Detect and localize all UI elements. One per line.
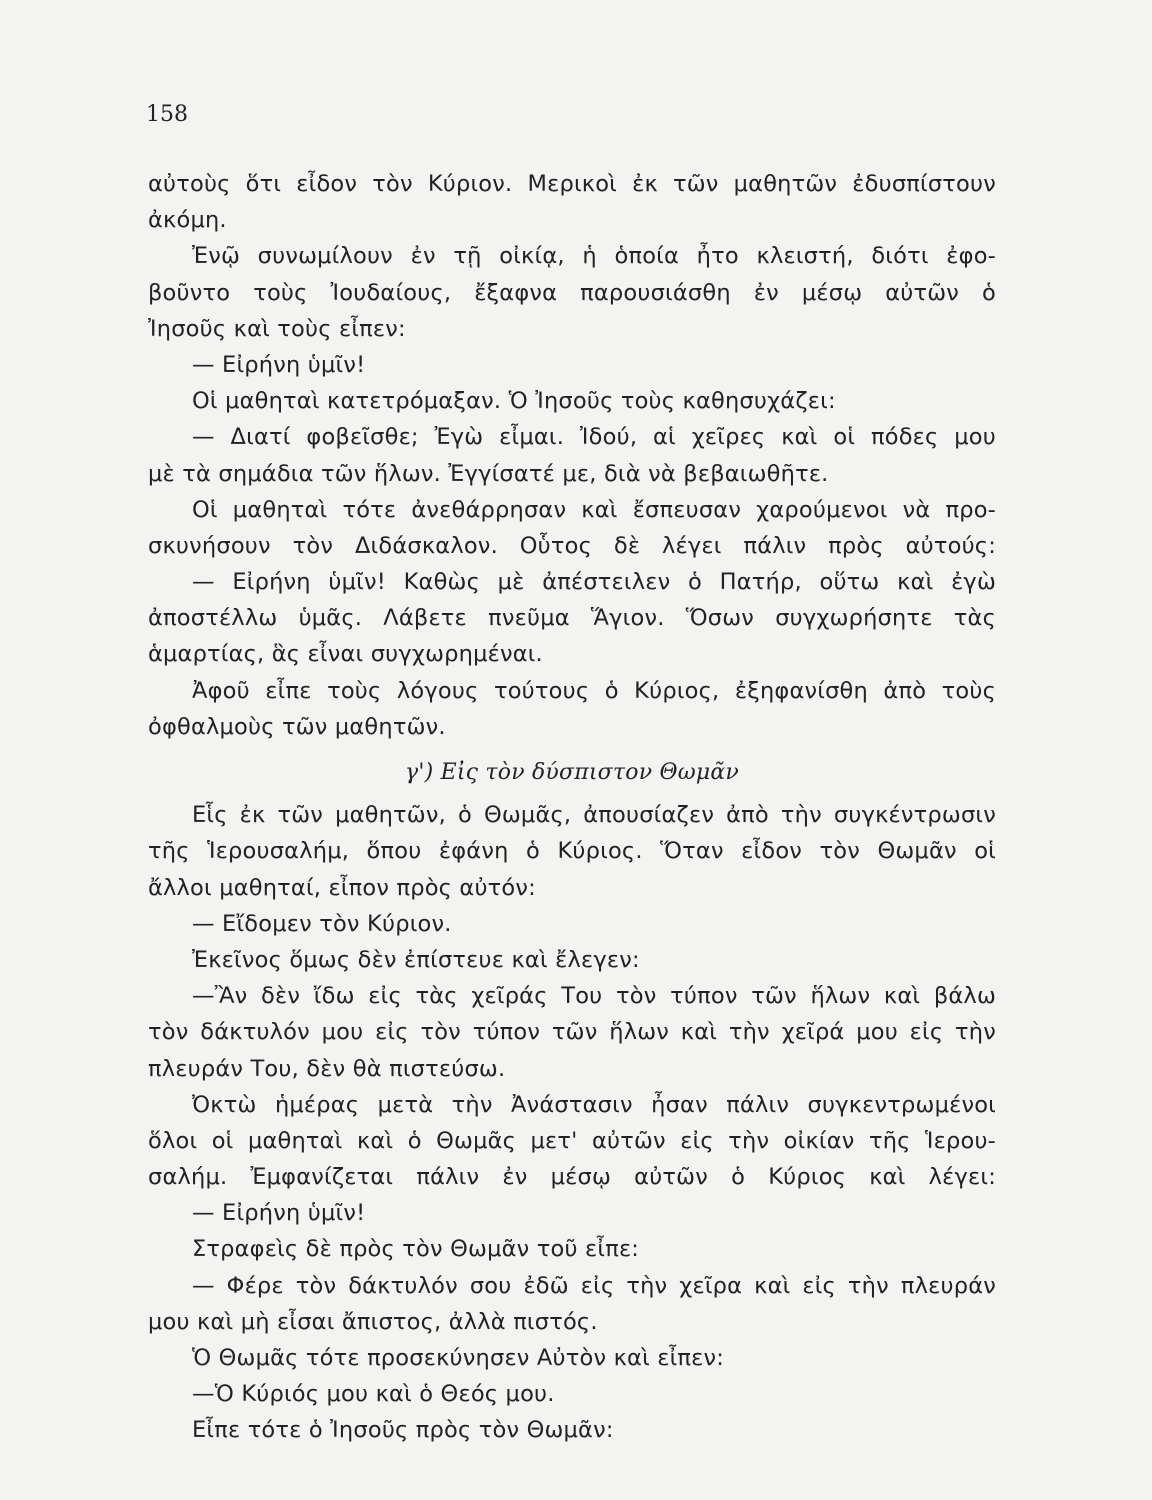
- text-line: Ἀφοῦ εἶπε τοὺς λόγους τούτους ὁ Κύριος, ἐξηφανίσθη ἀπὸ τοὺς: [192, 677, 996, 704]
- text-line: — Εἰρήνη ὑμῖν! Καθὼς μὲ ἀπέστειλεν ὁ Πατήρ, οὕτω καὶ ἐγὼ: [192, 569, 996, 596]
- text-line: —Ὁ Κύριός μου καὶ ὁ Θεός μου.: [192, 1381, 555, 1408]
- text-line: — Φέρε τὸν δάκτυλόν σου ἐδῶ εἰς τὴν χεῖρα καὶ εἰς τὴν πλευράν: [192, 1272, 996, 1299]
- text-line: Εἶπε τότε ὁ Ἰησοῦς πρὸς τὸν Θωμᾶν:: [192, 1417, 614, 1444]
- text-line: — Εἰρήνη ὑμῖν!: [192, 1200, 366, 1227]
- text-line: ὅλοι οἱ μαθηταὶ καὶ ὁ Θωμᾶς μετ' αὐτῶν εἰς τὴν οἰκίαν τῆς Ἱερου-: [148, 1127, 996, 1154]
- text-line: ἄλλοι μαθηταί, εἶπον πρὸς αὐτόν:: [148, 874, 536, 901]
- text-line: σκυνήσουν τὸν Διδάσκαλον. Οὗτος δὲ λέγει πάλιν πρὸς αὐτούς:: [148, 532, 996, 559]
- text-line: αὐτοὺς ὅτι εἶδον τὸν Κύριον. Μερικοὶ ἐκ τῶν μαθητῶν ἐδυσπίστουν: [148, 171, 996, 197]
- body-text: [148, 166, 996, 1449]
- text-line: βοῦντο τοὺς Ἰουδαίους, ἔξαφνα παρουσιάσθη ἐν μέσῳ αὐτῶν ὁ: [148, 279, 996, 306]
- text-line: Ἰησοῦς καὶ τοὺς εἶπεν:: [148, 315, 406, 342]
- text-line: ἀποστέλλω ὑμᾶς. Λάβετε πνεῦμα Ἅγιον. Ὅσων συγχωρήσητε τὰς: [148, 605, 996, 632]
- text-line: Οἱ μαθηταὶ κατετρόμαξαν. Ὁ Ἰησοῦς τοὺς καθησυχάζει:: [192, 388, 836, 415]
- text-line: ἀκόμη.: [148, 207, 227, 234]
- page-number: 158: [146, 102, 188, 127]
- text-line: —Ἂν δὲν ἴδω εἰς τὰς χεῖράς Του τὸν τύπον τῶν ἥλων καὶ βάλω: [192, 983, 996, 1010]
- text-line: μου καὶ μὴ εἶσαι ἄπιστος, ἀλλὰ πιστός.: [148, 1308, 598, 1335]
- text-line: Ὀκτὼ ἡμέρας μετὰ τὴν Ἀνάστασιν ἦσαν πάλιν συγκεντρωμένοι: [192, 1091, 996, 1118]
- text-line: σαλήμ. Ἐμφανίζεται πάλιν ἐν μέσῳ αὐτῶν ὁ Κύριος καὶ λέγει:: [148, 1164, 996, 1191]
- section-heading: γ') Εἰς τὸν δύσπιστον Θωμᾶν: [405, 760, 739, 785]
- text-line: ὀφθαλμοὺς τῶν μαθητῶν.: [148, 713, 446, 740]
- text-line: τῆς Ἱερουσαλήμ, ὅπου ἐφάνη ὁ Κύριος. Ὅταν εἶδον τὸν Θωμᾶν οἱ: [148, 838, 996, 865]
- text-line: — Εἴδομεν τὸν Κύριον.: [192, 910, 452, 937]
- text-line: τὸν δάκτυλόν μου εἰς τὸν τύπον τῶν ἥλων καὶ τὴν χεῖρά μου εἰς τὴν: [148, 1019, 996, 1046]
- text-line: πλευράν Του, δὲν θὰ πιστεύσω.: [148, 1055, 506, 1082]
- text-line: Στραφεὶς δὲ πρὸς τὸν Θωμᾶν τοῦ εἶπε:: [192, 1236, 640, 1263]
- text-line: Ἐκεῖνος ὅμως δὲν ἐπίστευε καὶ ἔλεγεν:: [192, 946, 640, 973]
- text-line: Εἷς ἐκ τῶν μαθητῶν, ὁ Θωμᾶς, ἀπουσίαζεν ἀπὸ τὴν συγκέντρωσιν: [192, 802, 996, 829]
- text-line: — Εἰρήνη ὑμῖν!: [192, 351, 366, 378]
- text-line: Ἐνῷ συνωμίλουν ἐν τῇ οἰκίᾳ, ἡ ὁποία ἦτο κλειστή, διότι ἐφο-: [192, 243, 996, 270]
- text-line: μὲ τὰ σημάδια τῶν ἥλων. Ἐγγίσατέ με, διὰ νὰ βεβαιωθῆτε.: [148, 460, 829, 487]
- text-line: — Διατί φοβεῖσθε; Ἐγὼ εἶμαι. Ἰδού, αἱ χεῖρες καὶ οἱ πόδες μου: [192, 424, 996, 451]
- text-line: Ὁ Θωμᾶς τότε προσεκύνησεν Αὐτὸν καὶ εἶπεν:: [192, 1345, 725, 1371]
- text-line: ἁμαρτίας, ἃς εἶναι συγχωρημέναι.: [148, 641, 543, 668]
- text-line: Οἱ μαθηταὶ τότε ἀνεθάρρησαν καὶ ἔσπευσαν χαρούμενοι νὰ προ-: [192, 496, 996, 523]
